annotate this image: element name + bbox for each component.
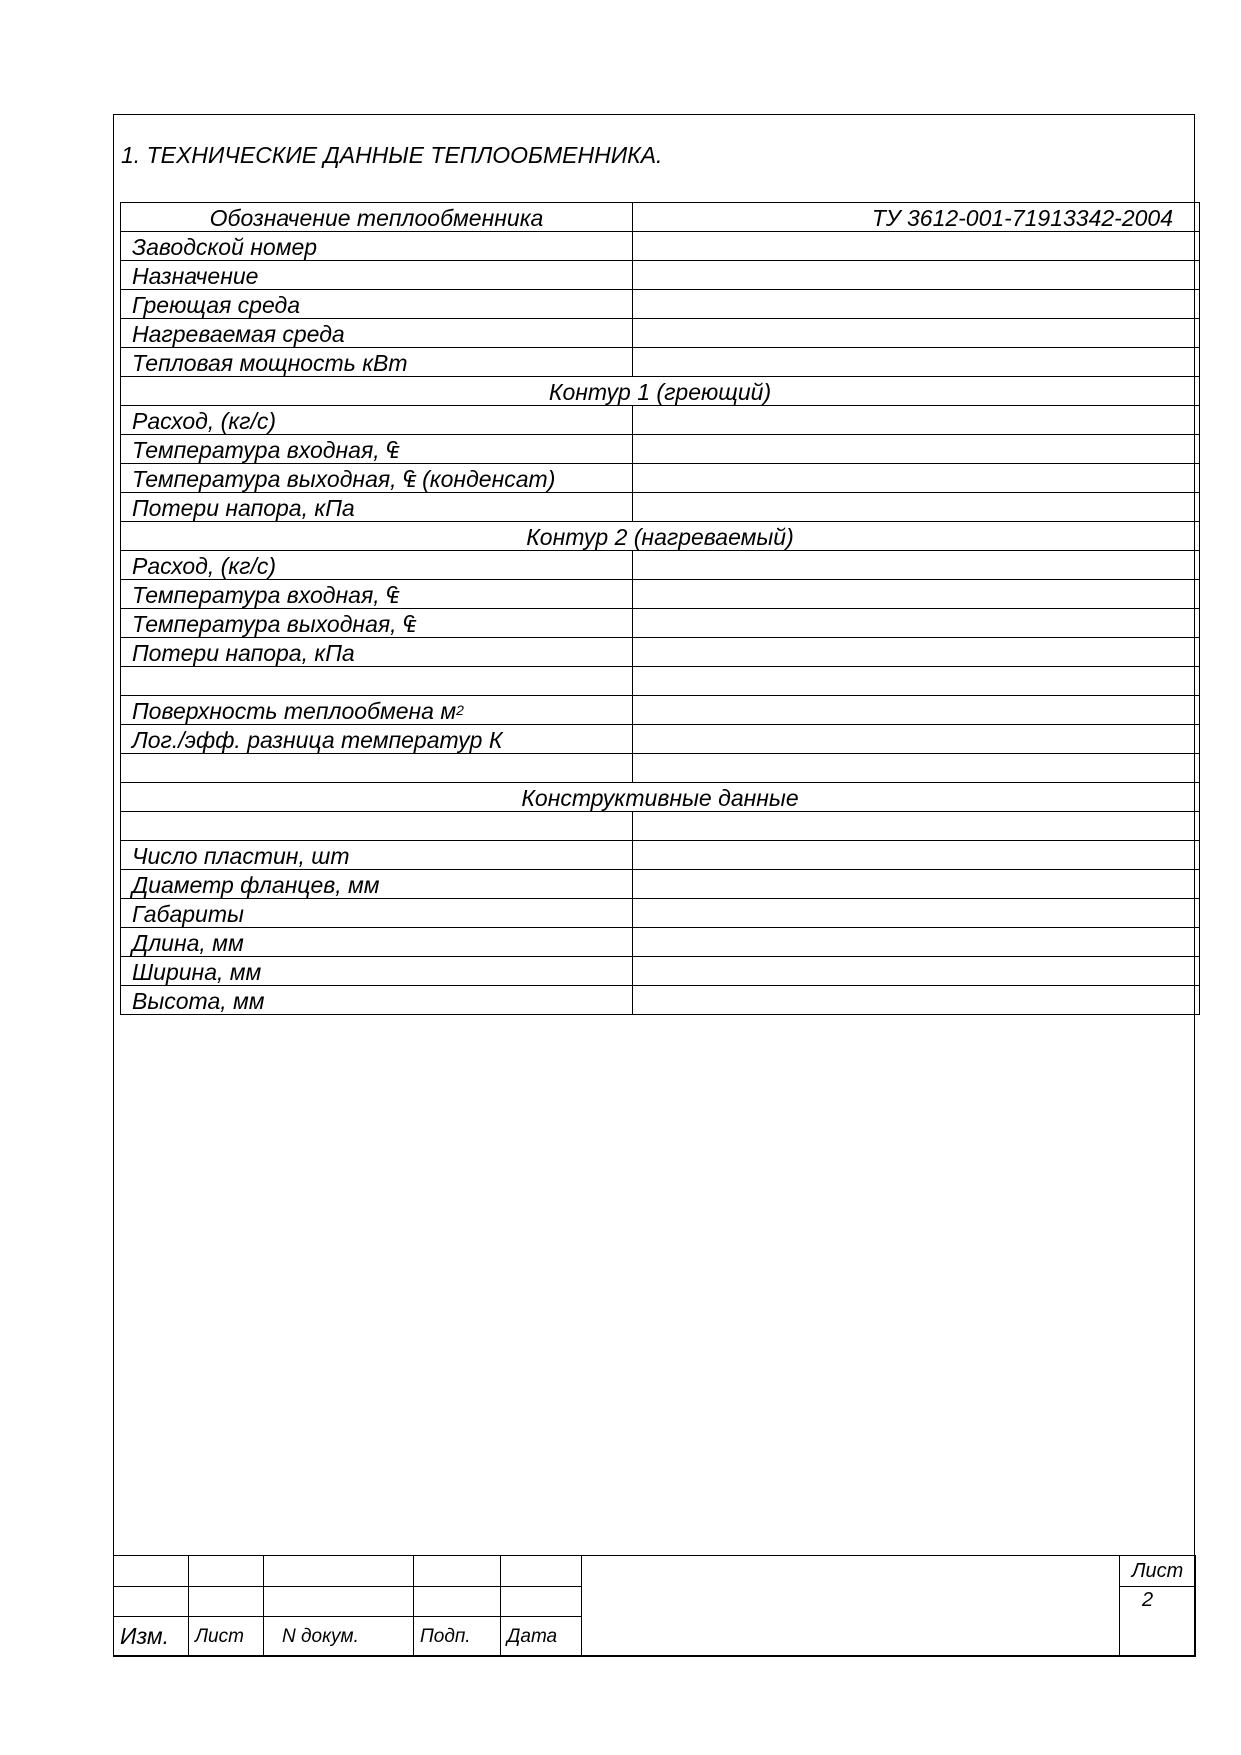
row-value (633, 841, 1200, 870)
row-label (121, 667, 633, 696)
stamp-list-label: Лист (189, 1617, 264, 1657)
table-row (121, 899, 1200, 928)
designation-label: Обозначение теплообменника (121, 203, 633, 232)
row-value (633, 348, 1200, 377)
stamp-doc-label: N докум. (264, 1617, 414, 1657)
row-label (121, 754, 633, 783)
stamp-cell (264, 1556, 414, 1587)
table-row (121, 580, 1200, 609)
section-title: 1. ТЕХНИЧЕСКИЕ ДАННЫЕ ТЕПЛООБМЕННИКА. (121, 142, 663, 168)
table-row (121, 696, 1200, 725)
row-value (633, 319, 1200, 348)
row-label: Габариты (121, 899, 633, 928)
row-value (633, 290, 1200, 319)
row-value (633, 464, 1200, 493)
surface-unit-exponent: 2 (456, 702, 464, 718)
contour-2-title: Контур 2 (нагреваемый) (121, 522, 1200, 551)
table-row (121, 957, 1200, 986)
row-value (633, 957, 1200, 986)
table-row (121, 725, 1200, 754)
table-row (121, 841, 1200, 870)
designation-value: ТУ 3612-001-71913342-2004 (633, 203, 1200, 232)
table-row (121, 638, 1200, 667)
stamp-sign-label: Подп. (414, 1617, 501, 1657)
row-label: Греющая среда (121, 290, 633, 319)
table-row (121, 348, 1200, 377)
contour-1-title: Контур 1 (греющий) (121, 377, 1200, 406)
row-label (121, 812, 633, 841)
stamp-main-field (582, 1556, 1120, 1657)
stamp-cell (264, 1587, 414, 1617)
section-header-contour-1 (121, 377, 1200, 406)
construction-title: Конструктивные данные (121, 783, 1200, 812)
table-row (121, 667, 1200, 696)
row-label: Высота, мм (121, 986, 633, 1015)
table-row (121, 261, 1200, 290)
row-value (633, 899, 1200, 928)
stamp-cell (114, 1556, 189, 1587)
stamp-cell (414, 1587, 501, 1617)
stamp-cell (189, 1587, 264, 1617)
sheet-number: 2 (1120, 1587, 1196, 1657)
row-label: Нагреваемая среда (121, 319, 633, 348)
row-label: Число пластин, шт (121, 841, 633, 870)
row-value (633, 870, 1200, 899)
section-header-contour-2 (121, 522, 1200, 551)
row-label: Ширина, мм (121, 957, 633, 986)
table-row (121, 754, 1200, 783)
row-value (633, 609, 1200, 638)
table-row (121, 493, 1200, 522)
stamp-cell (189, 1556, 264, 1587)
table-row (121, 928, 1200, 957)
row-value (633, 435, 1200, 464)
table-row (121, 232, 1200, 261)
row-value (633, 754, 1200, 783)
surface-label (121, 696, 633, 725)
table-row (121, 551, 1200, 580)
table-row (121, 290, 1200, 319)
row-label: Температура входная, ₠ (121, 580, 633, 609)
row-label: Назначение (121, 261, 633, 290)
section-header-construction (121, 783, 1200, 812)
row-value (633, 986, 1200, 1015)
row-label: Длина, мм (121, 928, 633, 957)
row-label: Потери напора, кПа (121, 638, 633, 667)
row-label: Расход, (кг/с) (121, 551, 633, 580)
row-label: Потери напора, кПа (121, 493, 633, 522)
surface-label-text: Поверхность теплообмена м (132, 698, 457, 724)
stamp-izm-label: Изм. (114, 1617, 189, 1657)
row-value (633, 667, 1200, 696)
table-row (121, 609, 1200, 638)
table-row (121, 464, 1200, 493)
row-value (633, 232, 1200, 261)
row-value (633, 261, 1200, 290)
row-value (633, 493, 1200, 522)
row-value (633, 580, 1200, 609)
stamp-cell (114, 1587, 189, 1617)
table-row (121, 986, 1200, 1015)
table-row (121, 812, 1200, 841)
row-value (633, 812, 1200, 841)
row-value (633, 928, 1200, 957)
table-row (121, 319, 1200, 348)
table-row (121, 435, 1200, 464)
surface-value (633, 696, 1200, 725)
row-label: Температура входная, ₠ (121, 435, 633, 464)
stamp-cell (501, 1587, 582, 1617)
stamp-date-label: Дата (501, 1617, 582, 1657)
row-label: Температура выходная, ₠ (121, 609, 633, 638)
row-value (633, 638, 1200, 667)
log-diff-label: Лог./эфф. разница температур К (121, 725, 633, 754)
table-row-header (121, 203, 1200, 232)
row-label: Расход, (кг/с) (121, 406, 633, 435)
row-label: Диаметр фланцев, мм (121, 870, 633, 899)
stamp-cell (501, 1556, 582, 1587)
row-value (633, 551, 1200, 580)
row-label: Температура выходная, ₠ (конденсат) (121, 464, 633, 493)
technical-data-table (120, 202, 1200, 1015)
row-label: Заводской номер (121, 232, 633, 261)
table-row (121, 870, 1200, 899)
title-block (113, 1555, 1196, 1657)
row-value (633, 406, 1200, 435)
sheet-label: Лист (1120, 1556, 1196, 1587)
row-label: Тепловая мощность кВт (121, 348, 633, 377)
log-diff-value (633, 725, 1200, 754)
table-row (121, 406, 1200, 435)
stamp-cell (414, 1556, 501, 1587)
